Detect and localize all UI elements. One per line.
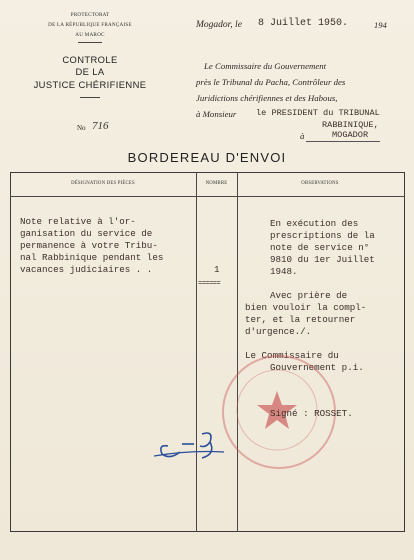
- obs-p2-line-4: d'urgence./.: [245, 326, 312, 337]
- address-line-4-prefix: à Monsieur: [196, 109, 237, 119]
- header-divider-2: [80, 97, 100, 98]
- col-header-observations: OBSERVATIONS: [301, 181, 339, 186]
- address-underline: [306, 141, 380, 142]
- nombre-marks: ======: [198, 280, 221, 288]
- address-line-4-typed: le PRESIDENT du TRIBUNAL: [256, 108, 380, 118]
- header-republique: DE LA RÉPUBLIQUE FRANÇAISE: [48, 22, 132, 28]
- dateline-date: 8 Juillet 1950.: [258, 18, 349, 29]
- obs-p1-line-5: 1948.: [270, 266, 298, 277]
- address-line-6-prefix: à: [300, 131, 305, 141]
- handwritten-mark: [150, 424, 230, 464]
- obs-p1-line-1: En exécution des: [270, 218, 359, 229]
- nombre-value: 1: [214, 264, 220, 275]
- obs-p1-line-2: prescriptions de la: [270, 230, 375, 241]
- designation-line-5: vacances judiciaires . .: [20, 264, 153, 275]
- signed-name: Signé : ROSSET.: [270, 408, 353, 419]
- address-line-5-typed: RABBINIQUE,: [322, 120, 379, 130]
- obs-p2-line-3: ter, et la retourner: [245, 314, 356, 325]
- obs-p2-line-1: Avec prière de: [270, 290, 348, 301]
- obs-p1-line-3: note de service n°: [270, 242, 370, 253]
- table-header-rule: [10, 196, 405, 197]
- number-value: 716: [92, 120, 109, 132]
- col-divider-2: [237, 172, 238, 532]
- address-line-3: Juridictions chérifiennes et des Habous,: [196, 93, 338, 103]
- address-line-1: Le Commissaire du Gouvernement: [204, 61, 327, 71]
- obs-p1-line-4: 9810 du 1er Juillet: [270, 254, 375, 265]
- address-line-6-typed: MOGADOR: [332, 130, 369, 140]
- header-de-la: DE LA: [75, 66, 105, 77]
- header-justice: JUSTICE CHÉRIFIENNE: [33, 79, 147, 90]
- handwriting-icon: [150, 424, 230, 464]
- number-label: No: [77, 124, 86, 132]
- dateline-place: Mogador, le: [196, 20, 242, 30]
- header-controle: CONTROLE: [62, 54, 118, 65]
- col-divider-1: [196, 172, 197, 532]
- header-protectorat: PROTECTORAT: [70, 12, 110, 18]
- designation-line-3: permanence à votre Tribu-: [20, 240, 158, 251]
- col-header-designation: DÉSIGNATION DES PIÈCES: [71, 181, 135, 186]
- header-maroc: AU MAROC: [75, 32, 105, 38]
- header-divider: [78, 42, 102, 43]
- document-title: BORDEREAU D'ENVOI: [127, 150, 287, 165]
- designation-line-1: Note relative à l'or-: [20, 216, 136, 227]
- address-line-2: près le Tribunal du Pacha, Contrôleur des: [196, 77, 346, 87]
- designation-line-2: ganisation du service de: [20, 228, 153, 239]
- obs-p2-line-2: bien vouloir la compl-: [245, 302, 367, 313]
- signature-line-1: Le Commissaire du: [245, 350, 339, 361]
- signature-line-2: Gouvernement p.i.: [270, 362, 364, 373]
- dateline-year: 194: [374, 20, 387, 30]
- col-header-nombre: NOMBRE: [205, 181, 228, 186]
- designation-line-4: nal Rabbinique pendant les: [20, 252, 164, 263]
